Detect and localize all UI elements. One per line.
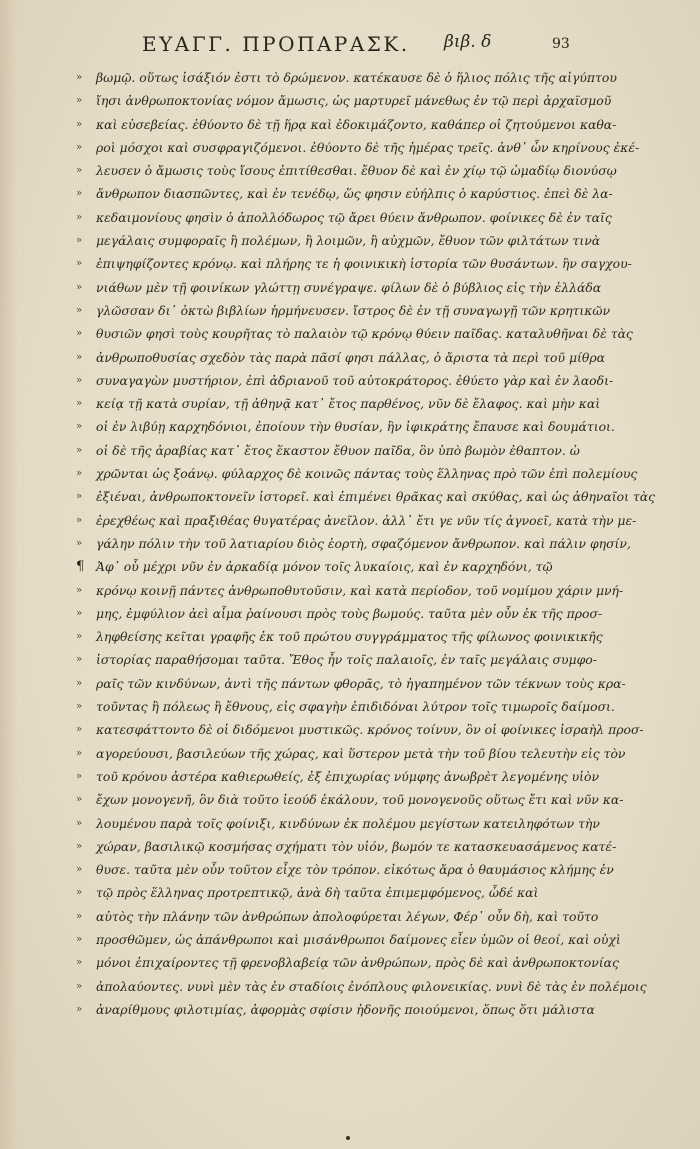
- line-text: θυσε. ταῦτα μὲν οὖν τοῦτον εἶχε τὸν τρόπον. εἰκότως ἄρα ὁ θαυμάσιος κλήμης ἐν: [96, 862, 614, 878]
- text-line: [76, 66, 617, 89]
- line-text: κείᾳ τῇ κατὰ συρίαν, τῇ ἀθηνᾷ κατ᾽ ἔτος παρθένος, νῦν δὲ ἔλαφος. καὶ μὴν καὶ: [96, 396, 601, 412]
- line-text: χώραν, βασιλικῷ κοσμήσας σχήματι τὸν υἱόν, βωμόν τε κατασκευασάμενος κατέ-: [96, 838, 617, 854]
- line-text: ἀπολαύοντες. νυνὶ μὲν τὰς ἐν σταδίοις ἐνόπλους φιλονεικίας. νυνὶ δὲ τὰς ἐν πολέμοις: [96, 978, 647, 994]
- quotation-mark: »: [76, 701, 83, 713]
- text-line: [76, 672, 626, 695]
- line-text: θυσιῶν φησὶ τοὺς κουρῆτας τὸ παλαιὸν τῷ κρόνῳ θύειν παῖδας. καταλυθῆναι δὲ τὰς: [96, 326, 633, 342]
- text-line: [76, 555, 556, 578]
- text-line: [76, 276, 602, 299]
- line-text: οἱ δὲ τῆς ἀραβίας κατ᾽ ἔτος ἕκαστον ἔθυον παῖδα, ὃν ὑπὸ βωμὸν ἐθαπτον. ὡ: [96, 442, 580, 458]
- quotation-mark: »: [76, 398, 83, 410]
- text-line: [76, 532, 631, 555]
- quotation-mark: »: [76, 118, 83, 130]
- text-line: [76, 252, 632, 275]
- line-text: ἔχων μονογενῆ, ὃν διὰ τοῦτο ἰεούδ ἐκάλουν, τοῦ μονογενοῦς οὕτως ἔτι καὶ νῦν κα-: [96, 792, 624, 808]
- quotation-mark: »: [76, 794, 83, 806]
- text-line: [76, 579, 624, 602]
- line-text: αγορεύουσι, βασιλεύων τῆς χώρας, καὶ ὕστερον μετὰ τὴν τοῦ βίου τελευτὴν εἰς τὸν: [96, 745, 626, 761]
- quotation-mark: »: [76, 514, 83, 526]
- text-line: [76, 462, 638, 485]
- quotation-mark: »: [76, 770, 83, 782]
- text-line: [76, 89, 612, 112]
- line-text: λουμένου παρὰ τοῖς φοίνιξι, κινδύνων ἐκ πολέμου μεγίστων κατειληφότων τὴν: [96, 815, 600, 831]
- quotation-mark: »: [76, 281, 83, 293]
- quotation-mark: »: [76, 747, 83, 759]
- quotation-mark: »: [76, 165, 83, 177]
- text-line: [76, 742, 626, 765]
- text-line: [76, 159, 617, 182]
- line-text: τοῦ κρόνου ἀστέρα καθιερωθείς, ἐξ ἐπιχωρίας νύμφης ἀνωβρὲτ λεγομένης υἱὸν: [96, 768, 600, 784]
- text-line: [76, 206, 612, 229]
- quotation-mark: »: [76, 328, 83, 340]
- line-text: τῷ πρὸς ἕλληνας προτρεπτικῷ, ἀνὰ δὴ ταῦτα ἐπιμεμφόμενος, ὧδέ καὶ: [96, 885, 539, 901]
- line-text: καὶ εὐσεβείας. ἐθύοντο δὲ τῇ ἥρᾳ καὶ ἐδοκιμάζοντο, καθάπερ οἱ ζητούμενοι καθα-: [96, 116, 617, 132]
- quotation-mark: »: [76, 72, 83, 83]
- quotation-mark: »: [76, 957, 83, 969]
- text-line: [76, 136, 640, 159]
- quotation-mark: »: [76, 654, 83, 666]
- page-number: 93: [552, 36, 570, 52]
- book-section-mark: βιβ. δ: [444, 32, 492, 52]
- quotation-mark: »: [76, 1003, 83, 1015]
- line-text: νιάθων μὲν τῇ φοινίκων γλώττῃ συνέγραψε. φίλων δὲ ὁ βύβλιος εἰς τὴν ἑλλάδα: [96, 279, 602, 295]
- text-line: [76, 788, 624, 811]
- line-text: χρῶνται ὡς ξοάνῳ. φύλαρχος δὲ κοινῶς πάντας τοὺς ἕλληνας πρὸ τῶν ἐπὶ πολεμίους: [96, 466, 638, 482]
- line-text: οἱ ἐν λιβύῃ καρχηδόνιοι, ἐποίουν τὴν θυσίαν, ἣν ἰφικράτης ἔπαυσε καὶ δουμάτιοι.: [96, 419, 615, 435]
- quotation-mark: »: [76, 258, 83, 270]
- quotation-mark: »: [76, 887, 83, 899]
- quotation-mark: »: [76, 374, 83, 386]
- quotation-mark: »: [76, 141, 83, 153]
- line-text: ἐρεχθέως καὶ πραξιθέας θυγατέρας ἀνεῖλον. ἀλλ᾽ ἔτι γε νῦν τίς ἀγνοεῖ, κατὰ τὴν με-: [96, 512, 637, 528]
- quotation-mark: »: [76, 584, 83, 596]
- quotation-mark: »: [76, 421, 83, 433]
- quotation-mark: »: [76, 95, 83, 107]
- text-line: [76, 439, 580, 462]
- line-text: συναγαγὼν μυστήριον, ἐπὶ ἀδριανοῦ τοῦ αὐτοκράτορος. ἐθύετο γὰρ καὶ ἐν λαοδι-: [96, 372, 614, 388]
- text-line: [76, 415, 615, 438]
- line-text: ἐπιψηφίζοντες κρόνῳ. καὶ πλήρης τε ἡ φοινικικὴ ἱστορία τῶν θυσάντων. ἣν σαγχου-: [96, 256, 632, 272]
- line-text: ἴησι ἀνθρωποκτονίας νόμον ἄμωσις, ὡς μαρτυρεῖ μάνεθως ἐν τῷ περὶ ἀρχαϊσμοῦ: [96, 93, 612, 109]
- line-text: ἱστορίας παραθήσομαι ταῦτα. Ἔθος ἦν τοῖς παλαιοῖς, ἐν ταῖς μεγάλαις συμφο-: [96, 652, 597, 668]
- line-text: τοῦντας ἢ πόλεως ἢ ἔθνους, εἰς σφαγὴν ἐπιδιδόναι λύτρον τοῖς τιμωροῖς δαίμοσι.: [96, 699, 615, 715]
- running-head: ΕΥΑΓΓ. ΠΡΟΠΑΡΑΣΚ.: [142, 32, 410, 56]
- quotation-mark: »: [76, 724, 83, 736]
- line-text: ἀνθρωποθυσίας σχεδὸν τὰς παρὰ πᾶσί φησι πάλλας, ὁ ἄριστα τὰ περὶ τοῦ μίθρα: [96, 349, 606, 365]
- text-line: [76, 369, 614, 392]
- text-line: [76, 858, 614, 881]
- line-text: ραῖς τῶν κινδύνων, ἀντὶ τῆς πάντων φθορᾶς, τὸ ἠγαπημένον τῶν τέκνων τοὺς κρα-: [96, 675, 626, 691]
- text-line: [76, 951, 619, 974]
- text-line: [76, 509, 637, 532]
- text-line: [76, 346, 606, 369]
- quotation-mark: »: [76, 491, 83, 503]
- page-header: [142, 32, 572, 62]
- line-text: Ἀφ᾽ οὗ μέχρι νῦν ἐν ἀρκαδίᾳ μόνον τοῖς λυκαίοις, καὶ ἐν καρχηδόνι, τῷ: [96, 559, 553, 575]
- line-text: ἀναρίθμους φιλοτιμίας, ἀφορμὰς σφίσιν ἡδονῆς ποιούμενοι, ὅπως ὅτι μάλιστα: [96, 1001, 595, 1017]
- line-text: μης, ἐμφύλιον ἀεὶ αἷμα ῥαίνουσι πρὸς τοὺς βωμούς. ταῦτα μὲν οὖν ἐκ τῆς προσ-: [96, 605, 603, 621]
- text-line: [76, 392, 601, 415]
- quotation-mark: »: [76, 444, 83, 456]
- line-text: ἐξιέναι, ἀνθρωποκτονεῖν ἱστορεῖ. καὶ ἐπιμένει θρᾶκας καὶ σκύθας, καὶ ὡς ἀθηναῖοι τὰς: [96, 489, 656, 505]
- line-text: μόνοι ἐπιχαίροντες τῇ φρενοβλαβείᾳ τῶν ἀνθρώπων, πρὸς δὲ καὶ ἀνθρωποκτονίας: [96, 955, 619, 971]
- quotation-mark: »: [76, 211, 83, 223]
- line-text: βωμῷ. οὕτως ἰσάξιόν ἐστι τὸ δρώμενον. κατέκαυσε δὲ ὁ ἥλιος πόλις τῆς αἰγύπτου: [96, 70, 617, 85]
- text-line: [76, 625, 603, 648]
- line-text: λευσεν ὁ ἄμωσις τοὺς ἴσους ἐπιτίθεσθαι. ἔθυον δὲ καὶ ἐν χίῳ τῷ ὠμαδίῳ διονύσῳ: [96, 163, 617, 179]
- text-line: [76, 602, 603, 625]
- text-line: [76, 485, 656, 508]
- quotation-mark: »: [76, 351, 83, 363]
- text-line: [76, 113, 617, 136]
- line-text: γλῶσσαν δι᾽ ὀκτὼ βιβλίων ἡρμήνευσεν. ἴστρος δὲ ἐν τῇ συναγωγῇ τῶν κρητικῶν: [96, 302, 611, 318]
- text-line: [76, 975, 647, 998]
- text-line: [76, 718, 644, 741]
- text-line: [76, 905, 599, 928]
- quotation-mark: »: [76, 840, 83, 852]
- quotation-mark: »: [76, 631, 83, 643]
- text-line: [76, 835, 617, 858]
- page-bottom-dot: [346, 1136, 350, 1140]
- line-text: αὐτὸς τὴν πλάνην τῶν ἀνθρώπων ἀπολοφύρεται λέγων, Φέρ᾽ οὖν δὴ, καὶ τοῦτο: [96, 908, 599, 924]
- text-line: [76, 765, 600, 788]
- text-line: [76, 812, 600, 835]
- body-text: [76, 66, 656, 1021]
- text-line: [76, 182, 613, 205]
- quotation-mark: »: [76, 910, 83, 922]
- text-line: [76, 928, 621, 951]
- line-text: ἄνθρωπον διασπῶντες, καὶ ἐν τενέδῳ, ὥς φησιν εὐήλπις ὁ καρύστιος. ἐπεὶ δὲ λα-: [96, 186, 613, 202]
- line-text: ροὶ μόσχοι καὶ συσφραγιζόμενοι. ἐθύοντο δὲ τῆς ἡμέρας τρεῖς. ἀνθ᾽ ὧν κηρίνους ἐκέ-: [96, 139, 640, 155]
- line-text: ληφθείσης κεῖται γραφῆς ἐκ τοῦ πρώτου συγγράμματος τῆς φίλωνος φοινικικῆς: [96, 629, 603, 645]
- quotation-mark: »: [76, 537, 83, 549]
- text-line: [76, 648, 597, 671]
- quotation-mark: »: [76, 933, 83, 945]
- text-line: [76, 229, 601, 252]
- quotation-mark: »: [76, 304, 83, 316]
- quotation-mark: »: [76, 980, 83, 992]
- line-text: προσθῶμεν, ὡς ἀπάνθρωποι καὶ μισάνθρωποι δαίμονες εἶεν ὑμῶν οἱ θεοί, καὶ οὐχὶ: [96, 931, 621, 947]
- text-line: [76, 299, 611, 322]
- line-text: κρόνῳ κοινῇ πάντες ἀνθρωποθυτοῦσιν, καὶ κατὰ περίοδον, τοῦ νομίμου χάριν μνή-: [96, 582, 624, 598]
- quotation-mark: »: [76, 864, 83, 876]
- line-text: κεδαιμονίους φησὶν ὁ ἀπολλόδωρος τῷ ἄρει θύειν ἄνθρωπον. φοίνικες δὲ ἐν ταῖς: [96, 209, 612, 225]
- text-line: [76, 695, 615, 718]
- text-line: [76, 998, 595, 1021]
- paragraph-mark: ¶: [76, 559, 85, 575]
- quotation-mark: »: [76, 468, 83, 480]
- line-text: γάλην πόλιν τὴν τοῦ λατιαρίου διὸς ἑορτὴ, σφαζόμενον ἄνθρωπον. καὶ πάλιν φησίν,: [96, 535, 631, 551]
- line-text: μεγάλαις συμφοραῖς ἢ πολέμων, ἢ λοιμῶν, ἢ αὐχμῶν, ἔθυον τῶν φιλτάτων τινὰ: [96, 233, 601, 249]
- text-line: [76, 322, 633, 345]
- quotation-mark: »: [76, 188, 83, 200]
- quotation-mark: »: [76, 677, 83, 689]
- quotation-mark: »: [76, 607, 83, 619]
- quotation-mark: »: [76, 235, 83, 247]
- text-line: [76, 881, 556, 904]
- quotation-mark: »: [76, 817, 83, 829]
- line-text: κατεσφάττοντο δὲ οἱ διδόμενοι μυστικῶς. κρόνος τοίνυν, ὃν οἱ φοίνικες ἰσραὴλ προσ-: [96, 722, 644, 738]
